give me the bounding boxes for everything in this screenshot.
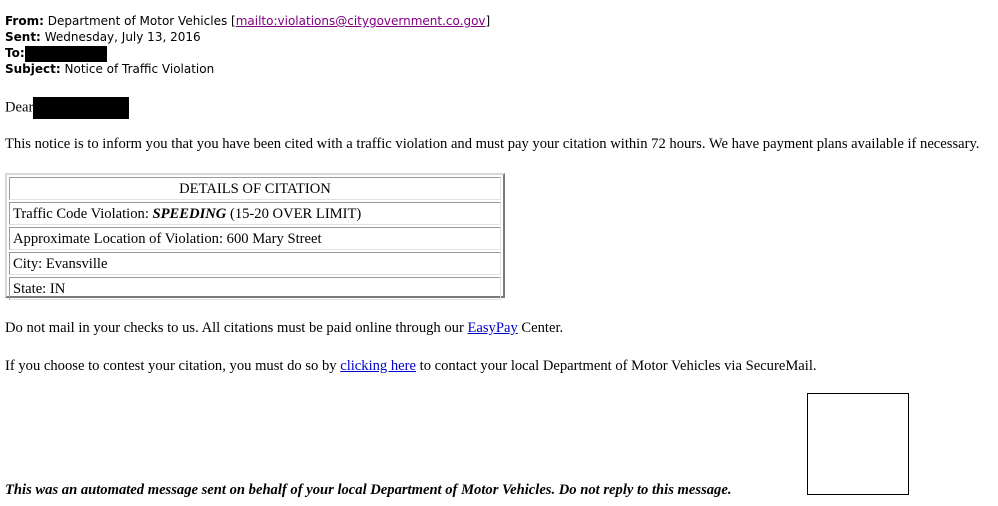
from-bracket-close: ] <box>485 14 491 28</box>
easypay-link[interactable]: EasyPay <box>467 320 518 336</box>
from-bracket-open: [ <box>231 14 236 28</box>
from-label: From: <box>5 14 44 28</box>
subject-label: Subject: <box>5 62 61 76</box>
image-placeholder <box>807 393 909 495</box>
citation-state: State: IN <box>9 277 501 300</box>
violation-value: SPEEDING <box>152 206 227 222</box>
to-label: To: <box>5 46 25 60</box>
citation-title: DETAILS OF CITATION <box>9 177 501 200</box>
header-sent <box>5 29 201 45</box>
contest-text-before: If you choose to contest your citation, you must do so by <box>5 358 341 374</box>
redacted-recipient <box>25 46 107 62</box>
citation-city: City: Evansville <box>9 252 501 275</box>
citation-violation <box>9 202 501 225</box>
greeting-text: Dear <box>5 99 34 116</box>
clicking-here-link[interactable]: clicking here <box>340 358 416 374</box>
from-value: Department of Motor Vehicles <box>47 14 228 28</box>
payment-paragraph <box>5 319 563 337</box>
greeting <box>5 97 129 119</box>
citation-location: Approximate Location of Violation: 600 Mary Street <box>9 227 501 250</box>
violation-detail: (15-20 OVER LIMIT) <box>226 206 362 222</box>
redacted-name <box>33 97 129 119</box>
header-to <box>5 45 107 62</box>
violation-label: Traffic Code Violation: <box>13 206 153 222</box>
subject-value: Notice of Traffic Violation <box>64 62 215 76</box>
contest-text-after: to contact your local Department of Motor Vehicles via SecureMail. <box>416 358 817 374</box>
payment-text-before: Do not mail in your checks to us. All citations must be paid online through our <box>5 320 468 336</box>
header-subject <box>5 61 214 77</box>
contest-paragraph <box>5 357 817 375</box>
footer-disclaimer: This was an automated message sent on behalf of your local Department of Motor Vehicles. Do not reply to this message. <box>5 482 732 498</box>
header-from <box>5 13 490 29</box>
sent-value: Wednesday, July 13, 2016 <box>44 30 201 44</box>
citation-table <box>5 173 505 298</box>
payment-text-after: Center. <box>517 320 564 336</box>
sent-label: Sent: <box>5 30 41 44</box>
from-email-link[interactable]: mailto:violations@citygovernment.co.gov <box>235 14 486 28</box>
intro-paragraph: This notice is to inform you that you have been cited with a traffic violation and must pay your citation within 72 hours. We have payment plans available if necessary. <box>5 136 980 152</box>
